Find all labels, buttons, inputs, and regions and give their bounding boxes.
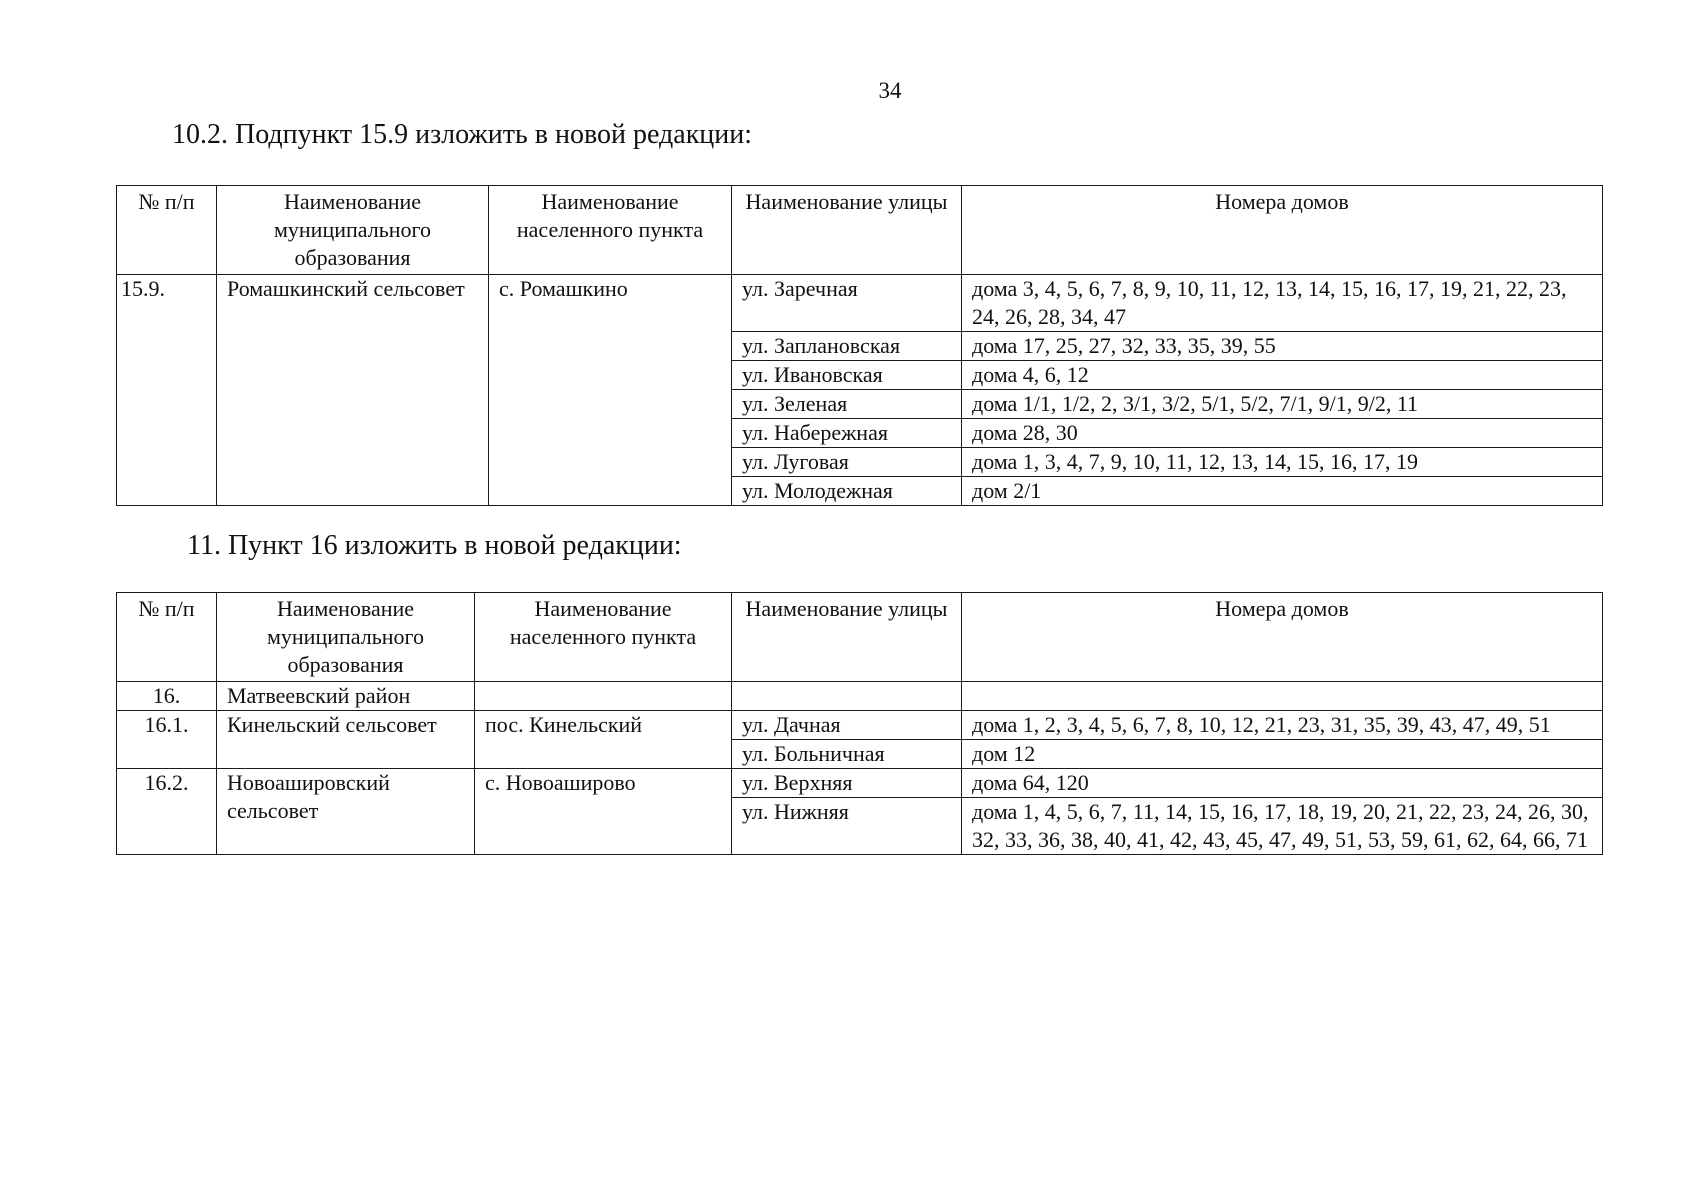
row-number: 16.1.	[117, 711, 217, 769]
street-cell: ул. Верхняя	[732, 769, 962, 798]
street-cell: ул. Нижняя	[732, 798, 962, 855]
houses-cell: дома 28, 30	[962, 419, 1603, 448]
houses-cell: дома 4, 6, 12	[962, 361, 1603, 390]
street-cell: ул. Дачная	[732, 711, 962, 740]
municipality-cell: Кинельский сельсовет	[217, 711, 475, 769]
header-municipality: Наименование муниципального образования	[217, 593, 475, 682]
table-row	[117, 275, 1603, 332]
row-number: 16.2.	[117, 769, 217, 855]
street-cell: ул. Заречная	[732, 275, 962, 332]
houses-cell: дома 1, 4, 5, 6, 7, 11, 14, 15, 16, 17, 18, 19, 20, 21, 22, 23, 24, 26, 30, 32, 33, 36, 38, 40, 41, 42, 43, 45, 47, 49, 51, 53, 59, 61, 62, 64, 66, 71	[962, 798, 1603, 855]
table-header-row	[117, 593, 1603, 682]
row-number: 15.9.	[117, 275, 217, 506]
header-houses: Номера домов	[962, 186, 1603, 275]
houses-cell: дома 1, 3, 4, 7, 9, 10, 11, 12, 13, 14, 15, 16, 17, 19	[962, 448, 1603, 477]
houses-cell: дома 1/1, 1/2, 2, 3/1, 3/2, 5/1, 5/2, 7/1, 9/1, 9/2, 11	[962, 390, 1603, 419]
street-cell: ул. Заплановская	[732, 332, 962, 361]
section-heading-10-2: 10.2. Подпункт 15.9 изложить в новой редакции:	[172, 119, 753, 150]
street-cell: ул. Зеленая	[732, 390, 962, 419]
header-settlement: Наименование населенного пункта	[475, 593, 732, 682]
section-heading-11: 11. Пункт 16 изложить в новой редакции:	[187, 530, 682, 561]
street-cell: ул. Луговая	[732, 448, 962, 477]
street-cell: ул. Набережная	[732, 419, 962, 448]
district-row	[117, 682, 1603, 711]
table-row	[117, 711, 1603, 740]
empty-cell	[962, 682, 1603, 711]
streets-table-16	[116, 592, 1603, 855]
header-num: № п/п	[117, 593, 217, 682]
district-cell: Матвеевский район	[217, 682, 475, 711]
empty-cell	[732, 682, 962, 711]
municipality-cell: Ромашкинский сельсовет	[217, 275, 489, 506]
municipality-cell: Новоашировский сельсовет	[217, 769, 475, 855]
houses-cell: дома 3, 4, 5, 6, 7, 8, 9, 10, 11, 12, 13, 14, 15, 16, 17, 19, 21, 22, 23, 24, 26, 28, 34, 47	[962, 275, 1603, 332]
street-cell: ул. Молодежная	[732, 477, 962, 506]
table-row	[117, 769, 1603, 798]
settlement-cell: с. Новоаширово	[475, 769, 732, 855]
row-number: 16.	[117, 682, 217, 711]
header-street: Наименование улицы	[732, 593, 962, 682]
houses-cell: дома 17, 25, 27, 32, 33, 35, 39, 55	[962, 332, 1603, 361]
header-municipality: Наименование муниципального образования	[217, 186, 489, 275]
header-street: Наименование улицы	[732, 186, 962, 275]
settlement-cell: пос. Кинельский	[475, 711, 732, 769]
page-number: 34	[878, 78, 902, 103]
header-num: № п/п	[117, 186, 217, 275]
houses-cell: дом 2/1	[962, 477, 1603, 506]
empty-cell	[475, 682, 732, 711]
streets-table-15-9	[116, 185, 1603, 506]
header-settlement: Наименование населенного пункта	[489, 186, 732, 275]
header-houses: Номера домов	[962, 593, 1603, 682]
houses-cell: дома 64, 120	[962, 769, 1603, 798]
street-cell: ул. Больничная	[732, 740, 962, 769]
street-cell: ул. Ивановская	[732, 361, 962, 390]
settlement-cell: с. Ромашкино	[489, 275, 732, 506]
table-header-row	[117, 186, 1603, 275]
houses-cell: дом 12	[962, 740, 1603, 769]
houses-cell: дома 1, 2, 3, 4, 5, 6, 7, 8, 10, 12, 21, 23, 31, 35, 39, 43, 47, 49, 51	[962, 711, 1603, 740]
